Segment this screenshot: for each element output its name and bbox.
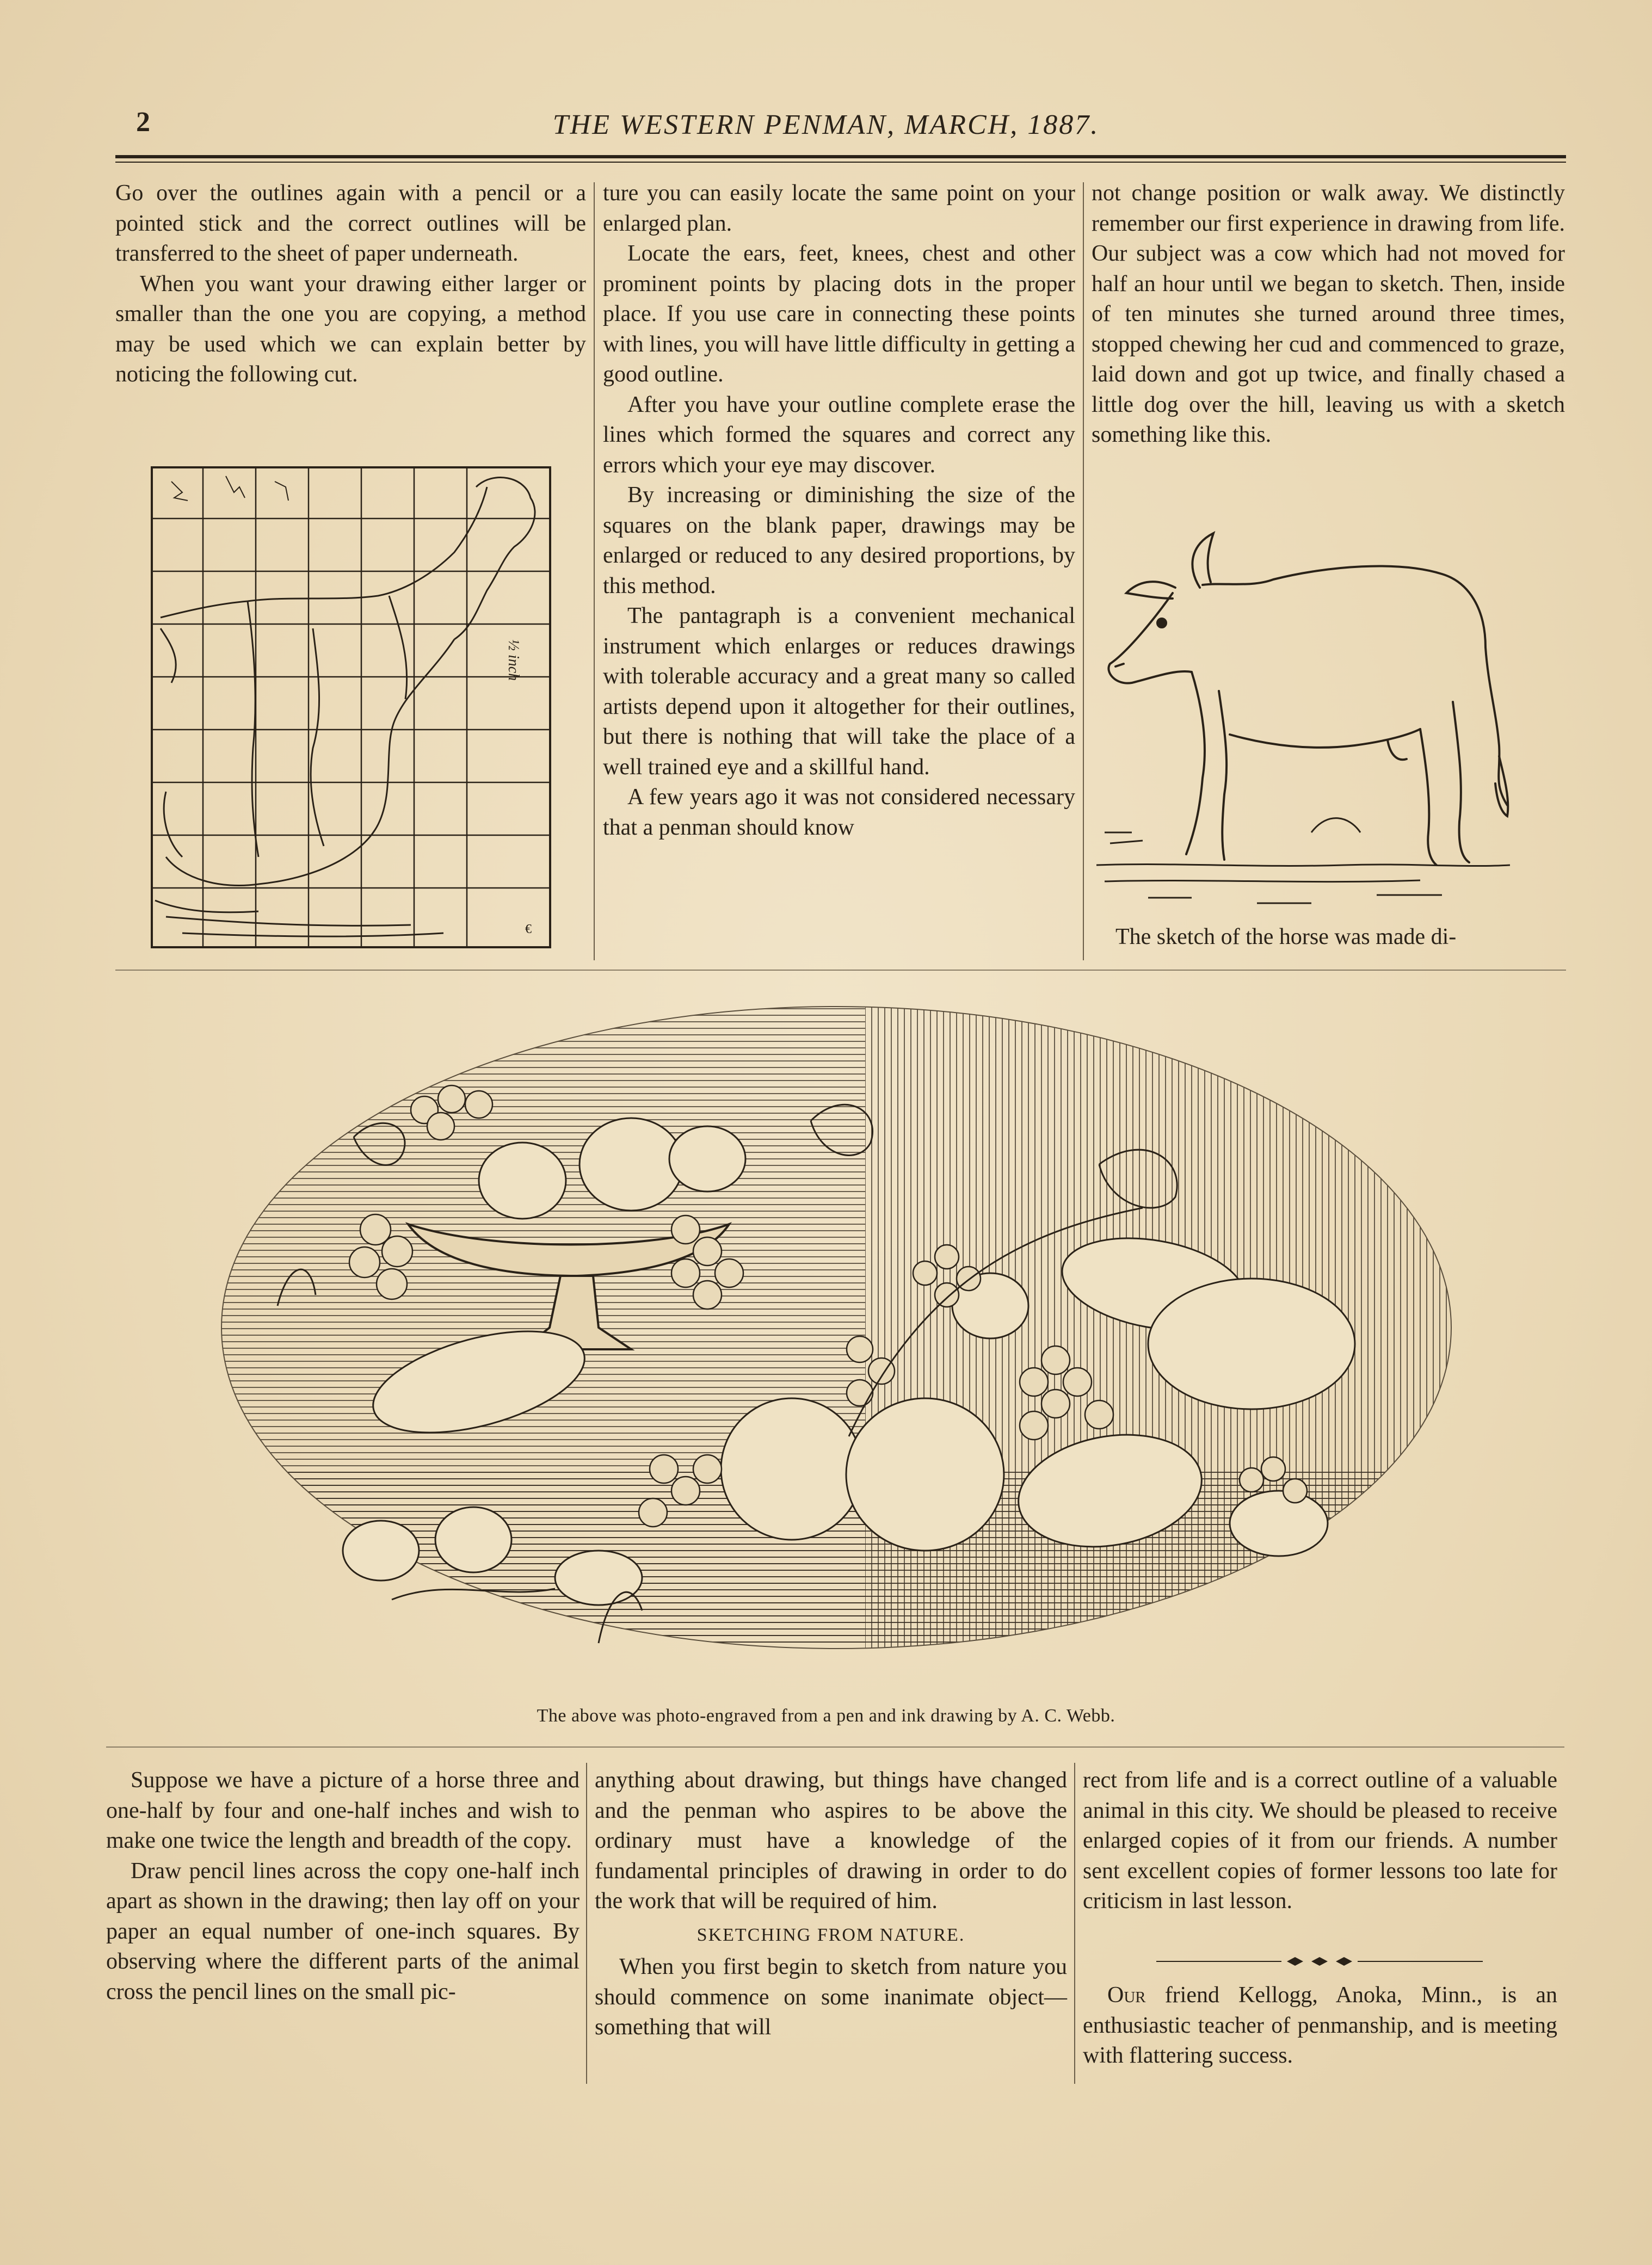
paragraph: ture you can easily locate the same point on your enlarged plan. (603, 181, 1075, 236)
page-number: 2 (136, 107, 150, 138)
paragraph: not change position or walk away. We distinctly remember our first experience in drawing from life. Our subject was a cow which had not moved for half an hour until we began to sketch. Then, inside of ten minutes she turned around three times, stopped chewing her cud and commenced to graze, laid down and got up twice, and finally chased a little dog over the hill, leaving us with a sketch something like this. (1092, 181, 1565, 447)
still-life-engraving (218, 1001, 1456, 1654)
lower-column-3-note (1083, 1980, 1557, 2071)
upper-column-3 (1092, 178, 1565, 450)
paragraph (1083, 1980, 1557, 2071)
paragraph: rect from life and is a correct outline of a valuable animal in this city. We should be pleased to receive enlarged copies of it from our friends. A number sent excellent copies of former lessons too late for criticism in last lesson. (1083, 1768, 1557, 1914)
header-rule-thin (115, 162, 1566, 163)
engraving-caption: The above was photo-engraved from a pen and ink drawing by A. C. Webb. (537, 1706, 1115, 1726)
paragraph: Draw pencil lines across the copy one-half inch apart as shown in the drawing; then lay off on your paper an equal number of one-inch squares. By observing where the different parts of the animal cross the pencil lines on the small pic- (106, 1858, 580, 2004)
column-rule (1074, 1763, 1075, 2084)
fruit-still-life-illustration (218, 1001, 1456, 1654)
section-divider (106, 1746, 1564, 1748)
paragraph: A few years ago it was not considered necessary that a penman should know (603, 785, 1075, 840)
upper-column-3-continued (1115, 922, 1565, 953)
section-divider (115, 970, 1566, 971)
column-rule (1083, 182, 1084, 960)
paragraph: By increasing or diminishing the size of the squares on the blank paper, drawings may be enlarged or reduced to any desired proportions, by this method. (603, 483, 1075, 598)
cow-sketch-drawing (1094, 528, 1513, 919)
upper-column-1 (115, 178, 586, 390)
lower-column-3 (1083, 1766, 1557, 1917)
cow-sketch-figure (1094, 528, 1513, 919)
ornamental-divider (1156, 1953, 1483, 1970)
paragraph: After you have your outline complete erase the lines which formed the squares and correct any errors which your eye may discover. (603, 392, 1075, 478)
column-rule (586, 1763, 587, 2084)
running-title: THE WESTERN PENMAN, MARCH, 1887. (552, 109, 1100, 140)
note-text: friend Kellogg, Anoka, Minn., is an enthusiastic teacher of penmanship, and is meeting with flattering success. (1083, 1983, 1557, 2068)
paragraph: Locate the ears, feet, knees, chest and other prominent points by placing dots in the proper place. If you use care in connecting these points with lines, you will have little difficulty in getting a good outline. (603, 241, 1075, 387)
upper-column-2 (603, 178, 1075, 843)
paragraph: The pantagraph is a convenient mechanical instrument which enlarges or reduces drawings with tolerable accuracy and a great many so called artists depend upon it altogether for their outlines, but there is nothing that will take the place of a well trained eye and a skillful hand. (603, 603, 1075, 780)
paragraph: Suppose we have a picture of a horse three and one-half by four and one-half inches and wish to make one twice the length and breadth of the copy. (106, 1768, 580, 1853)
paragraph: The sketch of the horse was made di- (1115, 924, 1457, 949)
lower-column-2 (595, 1766, 1067, 2043)
paragraph: Go over the outlines again with a pencil or a pointed stick and the correct outlines will be transferred to the sheet of paper underneath. (115, 181, 586, 266)
note-lead-word: Our (1107, 1983, 1146, 2008)
grid-horse-drawing (150, 465, 552, 952)
header-rule-thick (115, 155, 1566, 158)
grid-scale-label: ½ inch (505, 639, 522, 681)
grid-corner-mark: € (525, 922, 532, 936)
column-rule (594, 182, 595, 960)
paragraph: When you first begin to sketch from nature you should commence on some inanimate object—something that will (595, 1954, 1067, 2040)
paragraph: anything about drawing, but things have changed and the penman who aspires to be above the ordinary must have a knowledge of the fundamental principles of drawing in order to do the work that will be required of him. (595, 1768, 1067, 1914)
lower-column-1 (106, 1766, 580, 2007)
grid-horse-figure (150, 465, 552, 952)
section-heading: SKETCHING FROM NATURE. (696, 1924, 965, 1945)
paragraph: When you want your drawing either larger or smaller than the one you are copying, a method may be used which we can explain better by noticing the following cut. (115, 271, 586, 387)
